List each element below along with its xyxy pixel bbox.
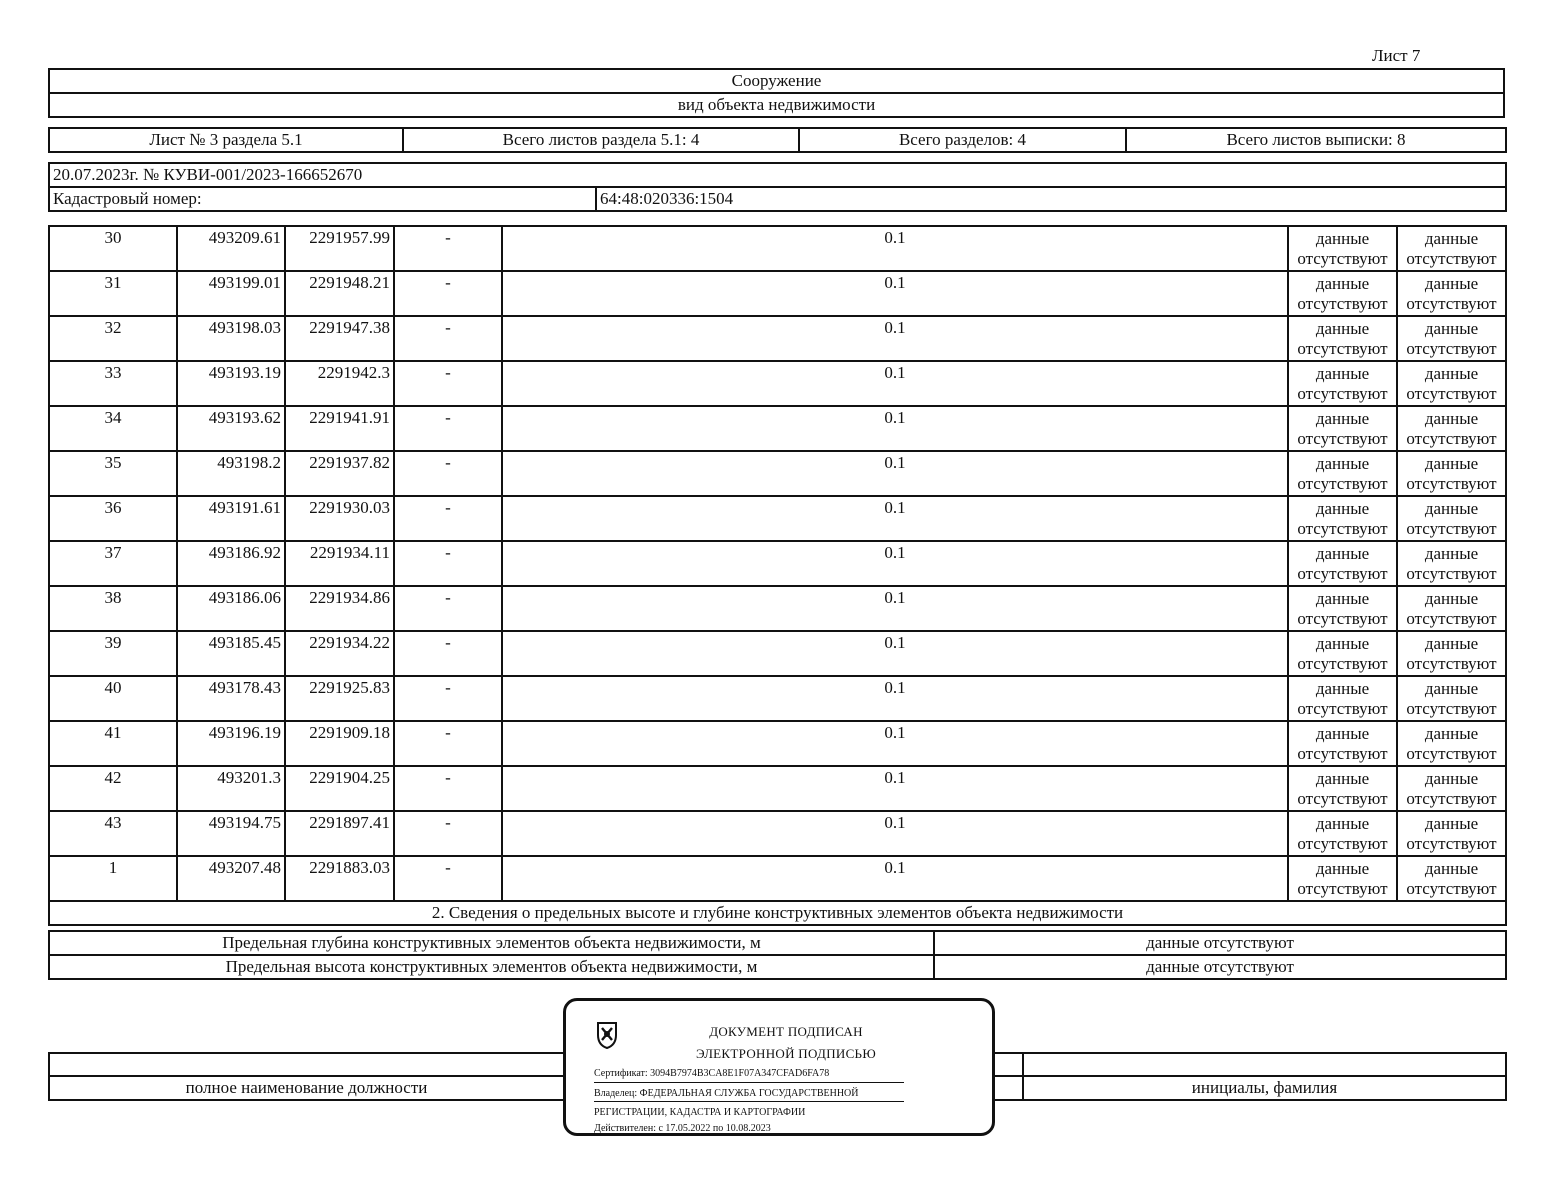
coord-x: 493193.19 (177, 361, 285, 406)
position-label: полное наименование должности (49, 1076, 564, 1100)
point-number: 33 (49, 361, 177, 406)
point-number: 31 (49, 271, 177, 316)
coord-y: 2291947.38 (285, 316, 394, 361)
data-absent-text: отсутствуют (1406, 789, 1497, 808)
limits-title: 2. Сведения о предельных высоте и глубине конструктивных элементов объекта недвижимости (49, 901, 1506, 925)
stamp-divider (594, 1101, 904, 1102)
data-absent-text: отсутствуют (1406, 384, 1497, 403)
data-absent-cell (1397, 316, 1506, 361)
table-row (49, 361, 1506, 406)
table-row (49, 586, 1506, 631)
coord-x: 493194.75 (177, 811, 285, 856)
data-absent-text: данные (1424, 499, 1479, 518)
data-absent-cell (1397, 226, 1506, 271)
table-row (49, 676, 1506, 721)
data-absent-text: данные (1315, 454, 1370, 473)
total-sheets-extract: Всего листов выписки: 8 (1126, 128, 1506, 152)
data-absent-text: данные (1315, 274, 1370, 293)
data-absent-cell (1397, 271, 1506, 316)
data-absent-text: данные (1424, 859, 1479, 878)
coat-of-arms-icon (594, 1019, 620, 1049)
data-absent-text: отсутствуют (1406, 609, 1497, 628)
data-absent-cell (1288, 541, 1397, 586)
coord-y: 2291934.22 (285, 631, 394, 676)
data-absent-text: данные (1315, 724, 1370, 743)
data-absent-text: данные (1424, 724, 1479, 743)
coord-error: 0.1 (502, 361, 1288, 406)
data-absent-text: отсутствуют (1406, 474, 1497, 493)
data-absent-text: данные (1424, 679, 1479, 698)
point-number: 41 (49, 721, 177, 766)
data-absent-text: отсутствуют (1297, 429, 1388, 448)
point-number: 32 (49, 316, 177, 361)
data-absent-text: отсутствуют (1297, 654, 1388, 673)
coord-y: 2291883.03 (285, 856, 394, 901)
data-absent-text: отсутствуют (1297, 609, 1388, 628)
data-absent-cell (1397, 361, 1506, 406)
stamp-owner-1: Владелец: ФЕДЕРАЛЬНАЯ СЛУЖБА ГОСУДАРСТВЕННОЙ (594, 1088, 859, 1099)
point-number: 1 (49, 856, 177, 901)
table-row (49, 496, 1506, 541)
coord-y: 2291934.86 (285, 586, 394, 631)
point-number: 43 (49, 811, 177, 856)
table-row (49, 451, 1506, 496)
data-absent-text: отсутствуют (1297, 789, 1388, 808)
coord-error: 0.1 (502, 406, 1288, 451)
table-row (49, 766, 1506, 811)
table-row (49, 721, 1506, 766)
data-absent-text: данные (1315, 364, 1370, 383)
point-number: 40 (49, 676, 177, 721)
coord-y: 2291909.18 (285, 721, 394, 766)
data-absent-text: отсутствуют (1406, 339, 1497, 358)
coord-error: 0.1 (502, 271, 1288, 316)
point-number: 34 (49, 406, 177, 451)
signature-position-blank (49, 1053, 564, 1076)
coord-y: 2291904.25 (285, 766, 394, 811)
data-absent-cell (1397, 721, 1506, 766)
data-absent-text: данные (1424, 229, 1479, 248)
point-number: 36 (49, 496, 177, 541)
table-row (49, 811, 1506, 856)
coord-y: 2291934.11 (285, 541, 394, 586)
coord-error: 0.1 (502, 541, 1288, 586)
sheet-of-section: Лист № 3 раздела 5.1 (49, 128, 403, 152)
data-absent-text: данные (1315, 859, 1370, 878)
data-absent-text: данные (1424, 319, 1479, 338)
coord-y: 2291897.41 (285, 811, 394, 856)
data-absent-cell (1288, 271, 1397, 316)
data-absent-text: отсутствуют (1297, 294, 1388, 313)
coord-x: 493198.2 (177, 451, 285, 496)
data-absent-text: данные (1424, 814, 1479, 833)
data-absent-text: отсутствуют (1406, 654, 1497, 673)
coord-x: 493196.19 (177, 721, 285, 766)
point-number: 35 (49, 451, 177, 496)
coord-dash: - (394, 451, 502, 496)
data-absent-cell (1288, 586, 1397, 631)
coord-error: 0.1 (502, 496, 1288, 541)
data-absent-text: данные (1424, 589, 1479, 608)
object-header-table (48, 68, 1505, 118)
data-absent-cell (1288, 496, 1397, 541)
data-absent-text: данные (1424, 634, 1479, 653)
coord-y: 2291948.21 (285, 271, 394, 316)
data-absent-cell (1288, 721, 1397, 766)
data-absent-text: данные (1315, 409, 1370, 428)
depth-value: данные отсутствуют (934, 931, 1506, 955)
coord-x: 493186.06 (177, 586, 285, 631)
data-absent-text: отсутствуют (1297, 879, 1388, 898)
object-type: Сооружение (49, 69, 1504, 93)
data-absent-cell (1397, 676, 1506, 721)
cadastral-number: 64:48:020336:1504 (596, 187, 1506, 211)
height-label: Предельная высота конструктивных элементов объекта недвижимости, м (49, 955, 934, 979)
point-number: 37 (49, 541, 177, 586)
coord-error: 0.1 (502, 811, 1288, 856)
height-value: данные отсутствуют (934, 955, 1506, 979)
coord-error: 0.1 (502, 586, 1288, 631)
data-absent-text: данные (1315, 634, 1370, 653)
table-row (49, 541, 1506, 586)
stamp-divider (594, 1082, 904, 1083)
coord-error: 0.1 (502, 226, 1288, 271)
sheet-info-table (48, 127, 1507, 153)
data-absent-text: данные (1315, 229, 1370, 248)
data-absent-text: данные (1315, 319, 1370, 338)
data-absent-text: отсутствуют (1297, 249, 1388, 268)
table-row (49, 631, 1506, 676)
stamp-title-2: ЭЛЕКТРОННОЙ ПОДПИСЬЮ (696, 1046, 876, 1061)
data-absent-cell (1288, 811, 1397, 856)
registration-date-number: 20.07.2023г. № КУВИ-001/2023-166652670 (49, 163, 1506, 187)
coord-dash: - (394, 316, 502, 361)
data-absent-text: данные (1424, 544, 1479, 563)
data-absent-cell (1288, 856, 1397, 901)
table-row (49, 271, 1506, 316)
data-absent-text: отсутствуют (1406, 699, 1497, 718)
data-absent-text: отсутствуют (1297, 339, 1388, 358)
coord-dash: - (394, 586, 502, 631)
table-row (49, 226, 1506, 271)
data-absent-text: отсутствуют (1406, 744, 1497, 763)
table-row (49, 316, 1506, 361)
coord-y: 2291937.82 (285, 451, 394, 496)
data-absent-cell (1397, 541, 1506, 586)
limits-table (48, 930, 1507, 980)
data-absent-text: данные (1315, 544, 1370, 563)
data-absent-cell (1397, 451, 1506, 496)
data-absent-text: отсутствуют (1406, 429, 1497, 448)
data-absent-text: отсутствуют (1297, 744, 1388, 763)
table-row (49, 406, 1506, 451)
coord-x: 493185.45 (177, 631, 285, 676)
registration-table (48, 162, 1507, 212)
coord-y: 2291942.3 (285, 361, 394, 406)
coord-y: 2291925.83 (285, 676, 394, 721)
coord-error: 0.1 (502, 316, 1288, 361)
data-absent-text: данные (1315, 499, 1370, 518)
data-absent-text: отсутствуют (1406, 294, 1497, 313)
coord-dash: - (394, 226, 502, 271)
data-absent-cell (1288, 316, 1397, 361)
coord-x: 493178.43 (177, 676, 285, 721)
data-absent-cell (1288, 226, 1397, 271)
data-absent-text: отсутствуют (1297, 384, 1388, 403)
data-absent-text: отсутствуют (1297, 474, 1388, 493)
coord-dash: - (394, 811, 502, 856)
coord-dash: - (394, 676, 502, 721)
table-row (49, 856, 1506, 901)
data-absent-text: отсутствуют (1406, 879, 1497, 898)
coord-y: 2291930.03 (285, 496, 394, 541)
coord-y: 2291957.99 (285, 226, 394, 271)
signature-name-blank (1023, 1053, 1506, 1076)
coord-x: 493191.61 (177, 496, 285, 541)
point-number: 42 (49, 766, 177, 811)
coord-error: 0.1 (502, 856, 1288, 901)
coord-error: 0.1 (502, 721, 1288, 766)
data-absent-cell (1288, 766, 1397, 811)
data-absent-text: отсутствуют (1297, 564, 1388, 583)
coord-x: 493193.62 (177, 406, 285, 451)
coord-dash: - (394, 496, 502, 541)
data-absent-cell (1288, 361, 1397, 406)
coord-dash: - (394, 361, 502, 406)
data-absent-text: данные (1424, 409, 1479, 428)
data-absent-text: отсутствуют (1406, 249, 1497, 268)
stamp-title-1: ДОКУМЕНТ ПОДПИСАН (709, 1024, 863, 1039)
name-label: инициалы, фамилия (1023, 1076, 1506, 1100)
total-sections: Всего разделов: 4 (799, 128, 1126, 152)
electronic-signature-stamp (563, 998, 995, 1136)
data-absent-text: данные (1424, 769, 1479, 788)
coord-x: 493198.03 (177, 316, 285, 361)
cadastral-label: Кадастровый номер: (49, 187, 596, 211)
coord-error: 0.1 (502, 766, 1288, 811)
coord-error: 0.1 (502, 631, 1288, 676)
coord-x: 493199.01 (177, 271, 285, 316)
data-absent-text: отсутствуют (1406, 564, 1497, 583)
data-absent-cell (1397, 766, 1506, 811)
data-absent-text: отсутствуют (1406, 519, 1497, 538)
data-absent-text: данные (1424, 454, 1479, 473)
coord-dash: - (394, 631, 502, 676)
coord-dash: - (394, 856, 502, 901)
coord-error: 0.1 (502, 676, 1288, 721)
data-absent-cell (1397, 811, 1506, 856)
data-absent-text: отсутствуют (1406, 834, 1497, 853)
coord-x: 493209.61 (177, 226, 285, 271)
coordinates-body (49, 226, 1506, 901)
data-absent-cell (1397, 631, 1506, 676)
data-absent-cell (1288, 676, 1397, 721)
coord-error: 0.1 (502, 451, 1288, 496)
coord-x: 493186.92 (177, 541, 285, 586)
data-absent-text: данные (1315, 589, 1370, 608)
data-absent-text: данные (1424, 274, 1479, 293)
data-absent-cell (1288, 406, 1397, 451)
coord-dash: - (394, 721, 502, 766)
point-number: 30 (49, 226, 177, 271)
data-absent-cell (1397, 856, 1506, 901)
point-number: 38 (49, 586, 177, 631)
sheet-number-label: Лист 7 (1372, 46, 1421, 65)
stamp-certificate: Сертификат: 3094B7974B3CA8E1F07A347CFAD6FA78 (594, 1068, 830, 1079)
data-absent-text: данные (1315, 769, 1370, 788)
stamp-owner-2: РЕГИСТРАЦИИ, КАДАСТРА И КАРТОГРАФИИ (594, 1107, 806, 1118)
depth-label: Предельная глубина конструктивных элементов объекта недвижимости, м (49, 931, 934, 955)
coord-x: 493201.3 (177, 766, 285, 811)
data-absent-text: отсутствуют (1297, 834, 1388, 853)
stamp-valid: Действителен: с 17.05.2022 по 10.08.2023 (594, 1123, 771, 1134)
object-kind-label: вид объекта недвижимости (49, 93, 1504, 117)
coordinates-table (48, 225, 1507, 926)
data-absent-text: данные (1315, 814, 1370, 833)
data-absent-cell (1288, 451, 1397, 496)
data-absent-text: данные (1424, 364, 1479, 383)
data-absent-cell (1397, 586, 1506, 631)
data-absent-cell (1397, 496, 1506, 541)
coord-x: 493207.48 (177, 856, 285, 901)
data-absent-text: отсутствуют (1297, 699, 1388, 718)
data-absent-cell (1397, 406, 1506, 451)
coord-dash: - (394, 766, 502, 811)
point-number: 39 (49, 631, 177, 676)
coord-y: 2291941.91 (285, 406, 394, 451)
data-absent-cell (1288, 631, 1397, 676)
coord-dash: - (394, 541, 502, 586)
coord-dash: - (394, 406, 502, 451)
total-sheets-section: Всего листов раздела 5.1: 4 (403, 128, 799, 152)
data-absent-text: данные (1315, 679, 1370, 698)
coord-dash: - (394, 271, 502, 316)
data-absent-text: отсутствуют (1297, 519, 1388, 538)
